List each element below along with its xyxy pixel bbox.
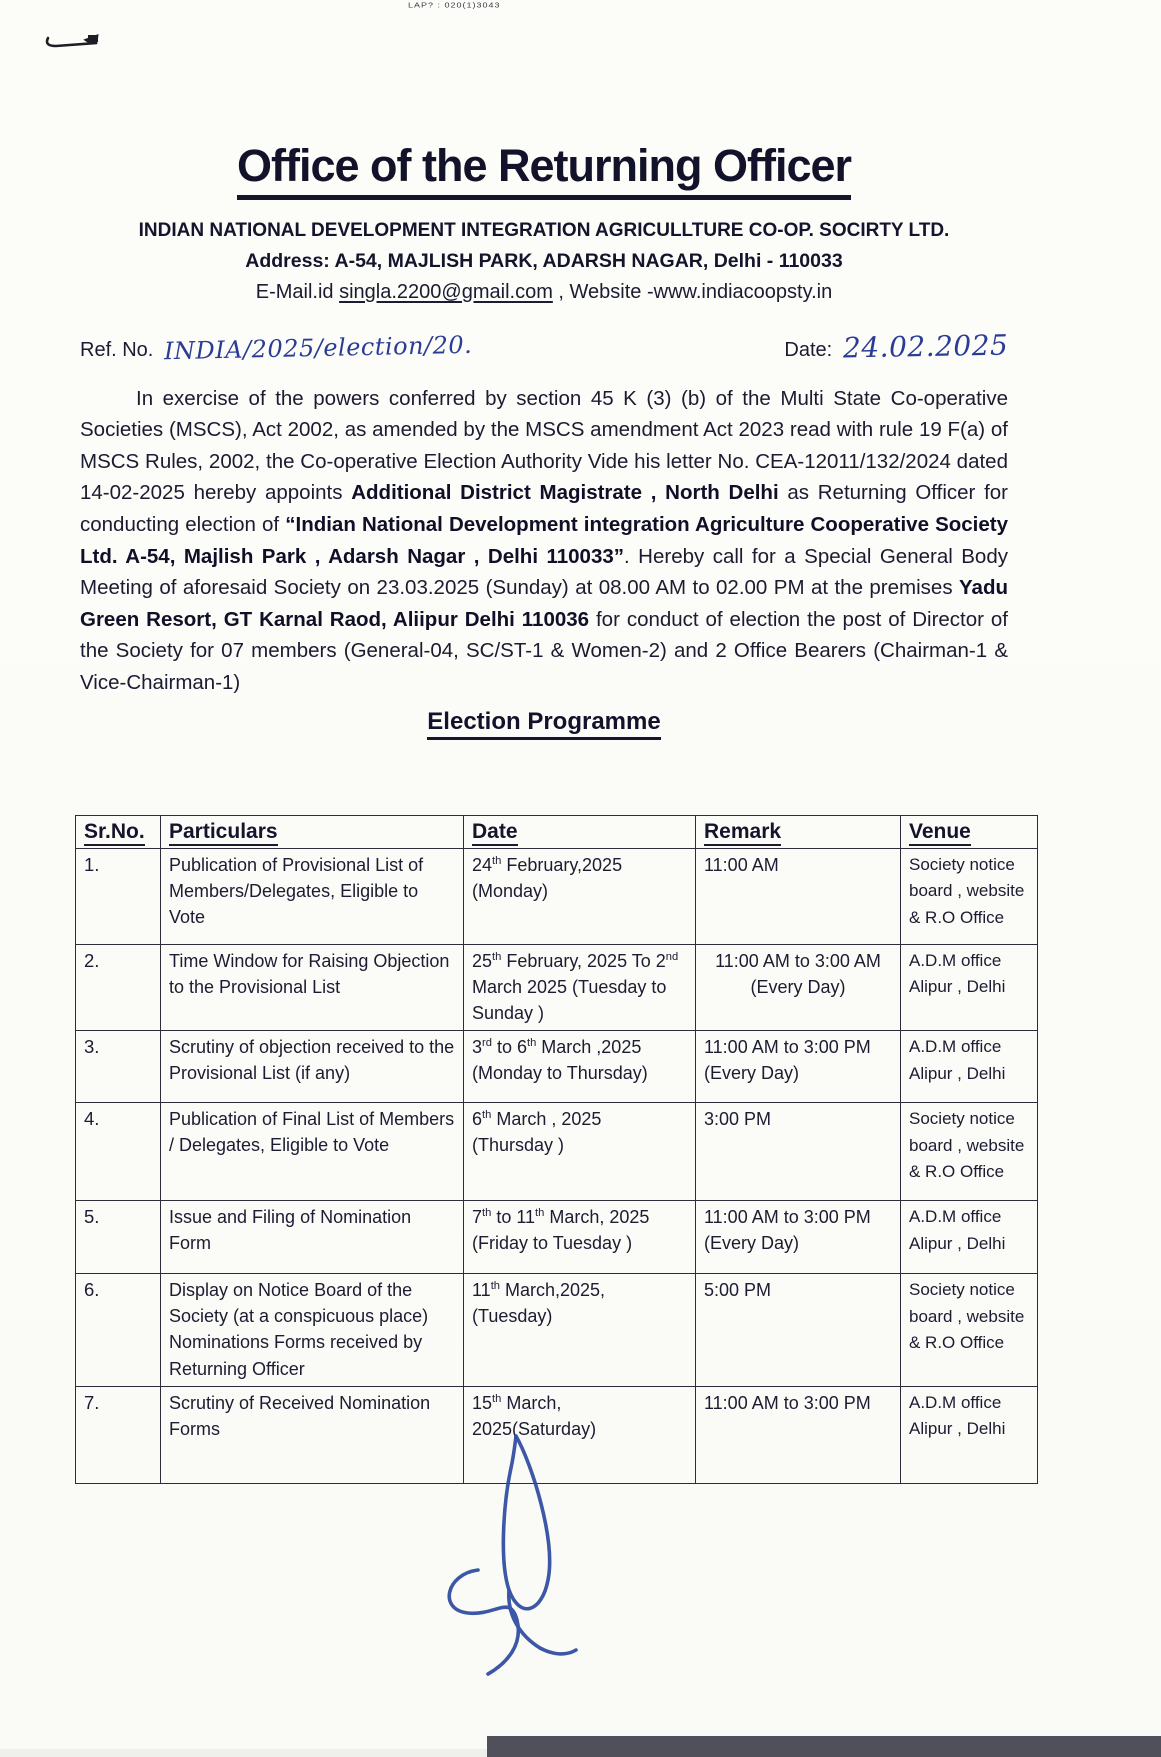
cell-sr: 3. (76, 1031, 161, 1103)
ref-date-row (80, 330, 1008, 363)
scan-top-edge-text: LAP? : 020(1)3043 (408, 1, 501, 9)
ref-label: Ref. No. (80, 338, 154, 361)
cell-venue: Society notice board , website & R.O Office (901, 1274, 1038, 1386)
body-segment: as Returning Officer for conducting election of (80, 481, 1008, 536)
cell-sr: 4. (76, 1103, 161, 1201)
cell-venue: A.D.M office Alipur , Delhi (901, 1386, 1038, 1483)
cell-particulars: Time Window for Raising Objection to the Provisional List (161, 945, 464, 1031)
cell-date: 11th March,2025, (Tuesday) (464, 1274, 696, 1386)
organization-name: INDIAN NATIONAL DEVELOPMENT INTEGRATION AGRICULLTURE CO-OP. SOCIRTY LTD. (138, 219, 950, 241)
election-programme-table (75, 815, 1037, 1484)
programme-table-body (76, 849, 1038, 1484)
section-heading-text: Election Programme (427, 708, 660, 740)
column-header-remark: Remark (696, 816, 901, 849)
cell-particulars: Issue and Filing of Nomination Form (161, 1201, 464, 1274)
cell-venue: Society notice board , website & R.O Office (901, 849, 1038, 945)
body-segment-bold: Yadu Green Resort, GT Karnal Raod, Aliipur Delhi 110036 (80, 576, 1008, 631)
table-header-row (76, 816, 1038, 849)
section-heading (80, 708, 1008, 740)
page-title-text: Office of the Returning Officer (237, 140, 851, 200)
cell-sr: 1. (76, 849, 161, 945)
cell-venue: Society notice board , website & R.O Office (901, 1103, 1038, 1201)
cell-venue: A.D.M office Alipur , Delhi (901, 1031, 1038, 1103)
email-address: singla.2200@gmail.com (339, 280, 553, 303)
body-segment-bold: “Indian National Development integration Agriculture Cooperative Society Ltd. A-54, Majlish Park , Adarsh Nagar , Delhi 110033” (80, 513, 1009, 568)
email-label: E-Mail.id (255, 280, 340, 303)
cell-particulars: Publication of Final List of Members / Delegates, Eligible to Vote (161, 1103, 464, 1201)
cell-remark: 11:00 AM to 3:00 PM (Every Day) (696, 1201, 901, 1274)
column-header-srno: Sr.No. (76, 816, 161, 849)
cell-remark: 11:00 AM (696, 849, 901, 945)
cell-remark: 3:00 PM (696, 1103, 901, 1201)
table-row (76, 1103, 1038, 1201)
cell-particulars: Publication of Provisional List of Members/Delegates, Eligible to Vote (161, 849, 464, 945)
cell-date: 24th February,2025 (Monday) (464, 849, 696, 945)
ref-value-handwritten: INDIA/2025/election/20. (163, 330, 473, 365)
contact-line (80, 281, 1008, 304)
cell-venue: A.D.M office Alipur , Delhi (901, 1201, 1038, 1274)
ref-number (80, 330, 473, 365)
cell-particulars: Scrutiny of Received Nomination Forms (161, 1386, 464, 1483)
cell-date: 6th March , 2025 (Thursday ) (464, 1103, 696, 1201)
document-date (784, 330, 1008, 363)
scan-bottom-edge-strip (487, 1736, 1161, 1757)
date-label: Date: (784, 338, 833, 361)
cell-date: 25th February, 2025 To 2nd March 2025 (Tuesday to Sunday ) (464, 945, 696, 1031)
document-content (80, 0, 1008, 740)
table-row (76, 849, 1038, 945)
cell-particulars: Display on Notice Board of the Society (at a conspicuous place) Nominations Forms received by Returning Officer (161, 1274, 464, 1386)
cell-sr: 2. (76, 945, 161, 1031)
body-segment: . Hereby call for a Special General Body Meeting of aforesaid Society on 23.03.2025 (Sunday) at 08.00 AM to 02.00 PM at the premises (80, 544, 1008, 600)
table-row (76, 1031, 1038, 1103)
column-header-venue: Venue (901, 816, 1038, 849)
cell-remark: 5:00 PM (696, 1274, 901, 1386)
table-row (76, 945, 1038, 1031)
cell-remark: 11:00 AM to 3:00 AM (Every Day) (696, 945, 901, 1031)
cell-sr: 6. (76, 1274, 161, 1386)
body-paragraph (80, 383, 1008, 699)
website-text: , Website -www.indiacoopsty.in (552, 280, 833, 303)
cell-date: 7th to 11th March, 2025 (Friday to Tuesday ) (464, 1201, 696, 1274)
date-value-handwritten: 24.02.2025 (842, 328, 1009, 365)
body-segment: for conduct of election the post of Director of the Society for 07 members (General-04, SC/ST-1 & Women-2) and 2 Office Bearers (Chairman-1 & Vice-Chairman-1) (80, 607, 1008, 694)
body-segment: In exercise of the powers conferred by section 45 K (3) (b) of the Multi State Co-operative Societies (MSCS), Act 2002, as amended by the MSCS amendment Act 2023 read with rule 19 F(a) of MSCS Rules, 2002, the Co-operative Election Authority Vide his letter No. CEA-12011/132/2024 dated 14-02-2025 hereby appoints (80, 386, 1008, 505)
scan-bottom-edge-light (0, 1749, 487, 1757)
cell-remark: 11:00 AM to 3:00 PM (Every Day) (696, 1031, 901, 1103)
cell-sr: 5. (76, 1201, 161, 1274)
table-row (76, 1274, 1038, 1386)
column-header-particulars: Particulars (161, 816, 464, 849)
page-title (80, 140, 1008, 200)
cell-venue: A.D.M office Alipur , Delhi (901, 945, 1038, 1031)
cell-remark: 11:00 AM to 3:00 PM (696, 1386, 901, 1483)
cell-sr: 7. (76, 1386, 161, 1483)
body-segment-bold: Additional District Magistrate , North Delhi (351, 481, 779, 505)
cell-date: 3rd to 6th March ,2025 (Monday to Thursday) (464, 1031, 696, 1103)
organization-address: Address: A-54, MAJLISH PARK, ADARSH NAGAR, Delhi - 110033 (245, 249, 843, 272)
signature-scribble (398, 1422, 608, 1677)
cell-particulars: Scrutiny of objection received to the Provisional List (if any) (161, 1031, 464, 1103)
cell-date: 15th March, 2025(Saturday) (464, 1386, 696, 1483)
table-row (76, 1201, 1038, 1274)
column-header-date: Date (464, 816, 696, 849)
